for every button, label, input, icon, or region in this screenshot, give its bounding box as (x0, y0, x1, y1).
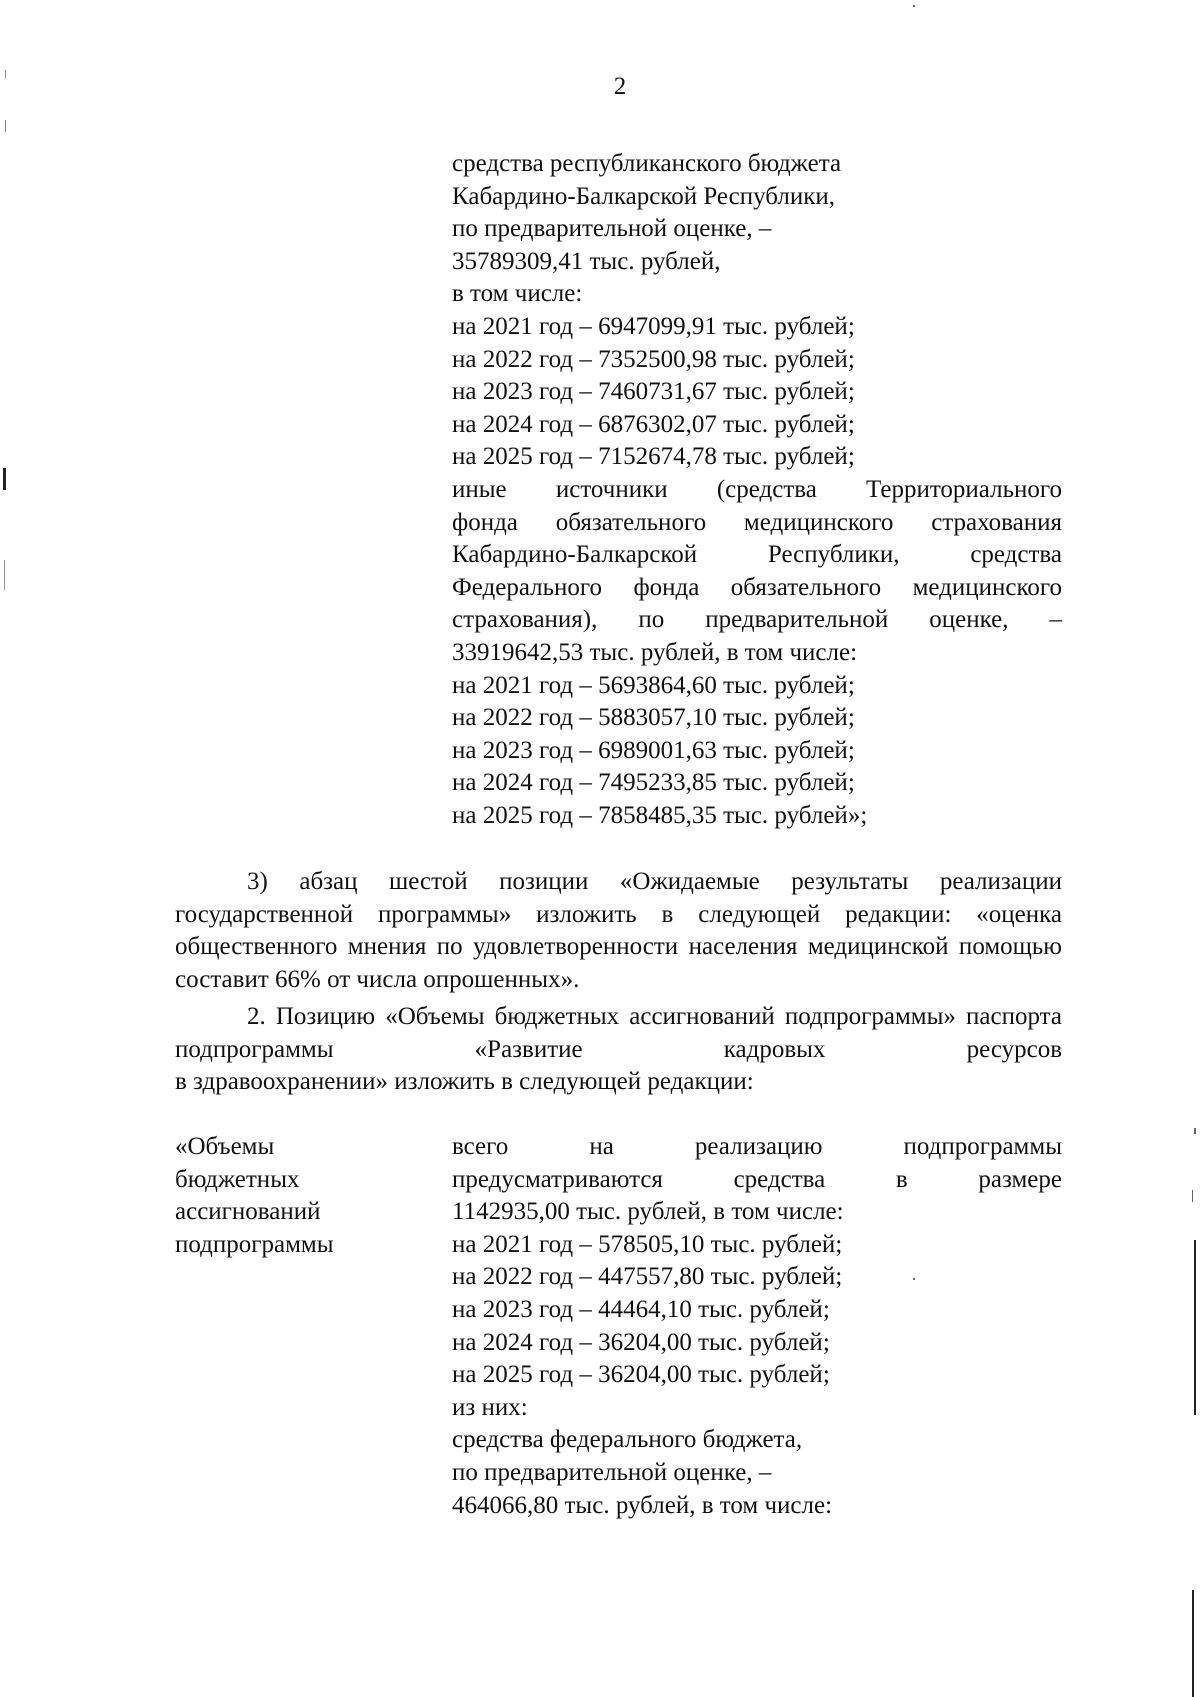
paragraph-3 (175, 866, 1062, 996)
text-line: Кабардино-Балкарской Республики, средства (452, 541, 1062, 569)
year-amount-line: на 2024 год – 7495233,85 тыс. рублей; (452, 769, 855, 797)
text-line: страхования), по предварительной оценке, – (452, 606, 1062, 634)
text-line: средства федерального бюджета, (452, 1426, 803, 1454)
passport-label-line: «Объемы (175, 1133, 275, 1160)
passport-label-line: ассигнований (175, 1198, 321, 1226)
passport-label-column (175, 1131, 435, 1261)
text-line: Кабардино-Балкарской Республики, (452, 182, 836, 210)
scan-artifact (3, 468, 6, 490)
paragraph-text: 2. Позицию «Объемы бюджетных ассигнований подпрограммы» паспорта подпрограммы «Развитие кадровых ресурсов (175, 1003, 1062, 1063)
budget-sources-block (452, 148, 1062, 832)
text-line: всего на реализацию подпрограммы (452, 1133, 1062, 1160)
text-line: Федерального фонда обязательного медицинского (452, 573, 1062, 601)
text-line: из них: (452, 1393, 528, 1421)
passport-value-column (452, 1131, 1062, 1522)
paragraph-text: 3) абзац шестой позиции «Ожидаемые результаты реализации государственной программы» изложить в следующей редакции: «оценка общественного мнения по удовлетворенности населения медицинской помощью составит 66% от числа опрошенных». (175, 868, 1062, 993)
text-line: фонда обязательного медицинского страхования (452, 508, 1062, 536)
year-amount-line: на 2024 год – 6876302,07 тыс. рублей; (452, 410, 855, 438)
text-line: в том числе: (452, 280, 583, 308)
passport-label-line: бюджетных (175, 1165, 300, 1193)
scan-artifact (5, 120, 6, 132)
text-line: средства республиканского бюджета (452, 150, 842, 177)
text-line: по предварительной оценке, – (452, 215, 772, 243)
text-line: 35789309,41 тыс. рублей, (452, 247, 721, 275)
scan-artifact (1194, 1128, 1196, 1134)
year-amount-line: на 2025 год – 7152674,78 тыс. рублей; (452, 443, 855, 471)
year-amount-line: на 2025 год – 36204,00 тыс. рублей; (452, 1361, 830, 1389)
paragraph-last-line: в здравоохранении» изложить в следующей редакции: (175, 1068, 754, 1096)
scan-artifact (1194, 1240, 1196, 1415)
year-amount-line: на 2022 год – 5883057,10 тыс. рублей; (452, 704, 855, 732)
text-line: 464066,80 тыс. рублей, в том числе: (452, 1491, 833, 1519)
year-amount-line: на 2023 год – 6989001,63 тыс. рублей; (452, 736, 855, 764)
year-amount-line: на 2021 год – 578505,10 тыс. рублей; (452, 1230, 843, 1258)
year-amount-line: на 2023 год – 7460731,67 тыс. рублей; (452, 378, 855, 406)
scan-artifact (1192, 1590, 1194, 1697)
scan-artifact (913, 5, 915, 7)
year-amount-line: на 2025 год – 7858485,35 тыс. рублей»; (452, 801, 868, 829)
text-line: 1142935,00 тыс. рублей, в том числе: (452, 1198, 844, 1226)
text-line: иные источники (средства Территориального (452, 475, 1062, 503)
year-amount-line: на 2022 год – 447557,80 тыс. рублей; (452, 1263, 843, 1291)
year-amount-line: на 2021 год – 5693864,60 тыс. рублей; (452, 671, 855, 699)
paragraph-4 (175, 1001, 1062, 1099)
passport-label-line: подпрограммы (175, 1230, 334, 1258)
text-line: 33919642,53 тыс. рублей, в том числе: (452, 638, 858, 666)
scan-artifact (913, 1278, 915, 1280)
year-amount-line: на 2023 год – 44464,10 тыс. рублей; (452, 1295, 830, 1323)
scan-artifact (1192, 1190, 1193, 1202)
text-line: по предварительной оценке, – (452, 1458, 772, 1486)
year-amount-line: на 2024 год – 36204,00 тыс. рублей; (452, 1328, 830, 1356)
page-number: 2 (613, 73, 627, 100)
year-amount-line: на 2021 год – 6947099,91 тыс. рублей; (452, 312, 855, 340)
scan-artifact (5, 70, 6, 78)
text-line: предусматриваются средства в размере (452, 1165, 1062, 1193)
year-amount-line: на 2022 год – 7352500,98 тыс. рублей; (452, 345, 855, 373)
scan-artifact (4, 560, 5, 590)
